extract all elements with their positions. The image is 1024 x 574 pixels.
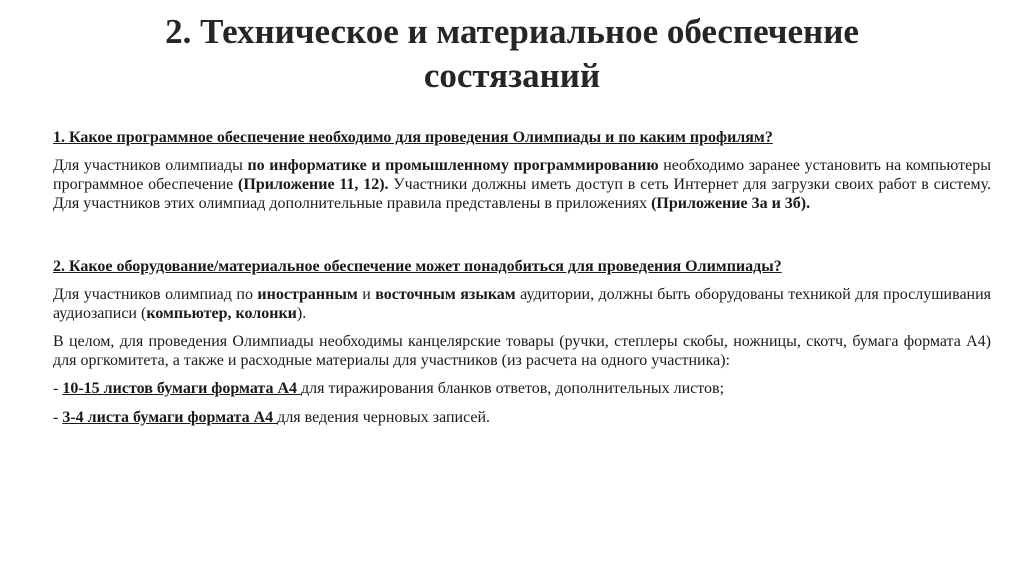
- list-dash: -: [53, 380, 63, 397]
- text: ).: [296, 305, 307, 322]
- bold-text: восточным языкам: [375, 286, 516, 303]
- bold-text: (Приложение 3а и 3б).: [651, 195, 811, 212]
- spacer: [53, 222, 991, 257]
- answer-2-paragraph-2: В целом, для проведения Олимпиады необходимы канцелярские товары (ручки, степлеры скобы, ножницы, скотч, бумага формата А4) для оргкомитета, а также и расходные материалы для участников (из расчета на одного участника):: [53, 333, 991, 369]
- bold-text: (Приложение 11, 12).: [238, 176, 389, 193]
- slide-title: [60, 10, 964, 98]
- text: Для участников олимпиад по: [53, 286, 258, 303]
- list-item-text: для ведения черновых записей.: [277, 409, 491, 426]
- text: Для участников олимпиады: [53, 157, 248, 174]
- bold-text: компьютер, колонки: [146, 305, 297, 322]
- bold-text: иностранным: [257, 286, 358, 303]
- text: аудитории, должны быть оборудованы техникой для прослушивания аудиозаписи (: [53, 286, 992, 322]
- answer-1-paragraph: [53, 156, 991, 213]
- list-dash: -: [53, 409, 63, 426]
- list-item-bold: 10-15 листов бумаги формата А4: [62, 380, 302, 397]
- bold-text: по информатике и промышленному программированию: [247, 157, 659, 174]
- answer-2-paragraph-1: [53, 285, 991, 323]
- list-item: [53, 379, 991, 398]
- question-2: 2. Какое оборудование/материальное обеспечение может понадобиться для проведения Олимпиады?: [53, 258, 782, 275]
- list-item-bold: 3-4 листа бумаги формата А4: [62, 409, 278, 426]
- text: и: [357, 286, 376, 303]
- list-item: [53, 408, 991, 427]
- list-item-text: для тиражирования бланков ответов, дополнительных листов;: [301, 380, 725, 397]
- title-line-2: состязаний: [423, 56, 601, 95]
- question-1: 1. Какое программное обеспечение необходимо для проведения Олимпиады и по каким профилям?: [53, 129, 773, 146]
- text: необходимо заранее установить на компьютеры программное обеспечение: [53, 157, 991, 193]
- title-line-1: 2. Техническое и материальное обеспечение: [165, 12, 859, 51]
- text: Участники должны иметь доступ в сеть Интернет для загрузки своих работ в систему. Для участников этих олимпиад дополнительные правила представлены в приложениях: [53, 176, 991, 212]
- slide-content: [53, 128, 991, 437]
